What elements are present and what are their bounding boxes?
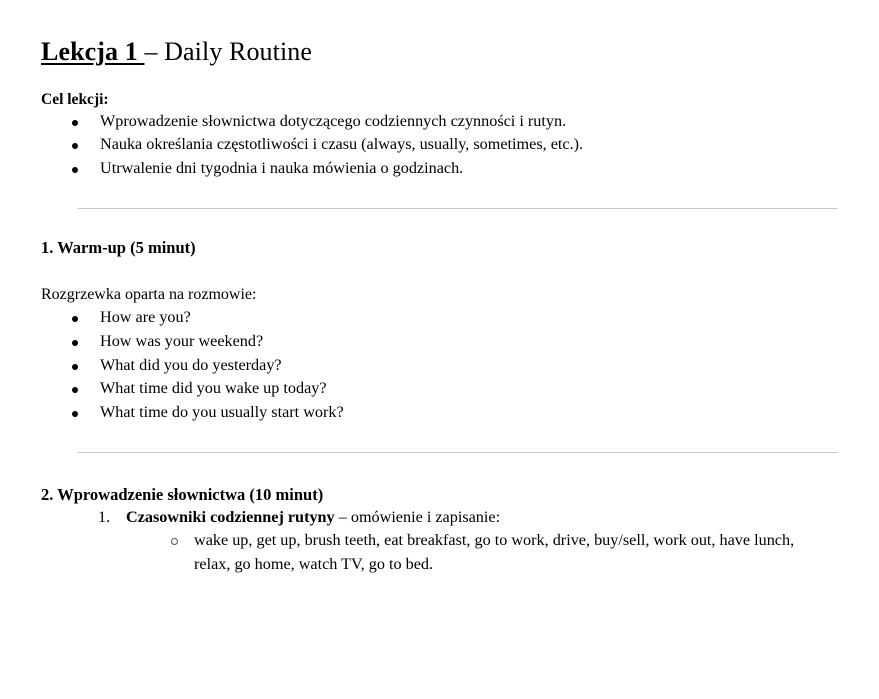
section-2-heading: 2. Wprowadzenie słownictwa (10 minut) xyxy=(41,485,324,505)
list-item: Nauka określania częstotliwości i czasu (always, usually, sometimes, etc.). xyxy=(41,133,838,157)
vocabulary-words-list xyxy=(41,529,838,576)
list-item xyxy=(41,505,838,529)
list-item: What did you do yesterday? xyxy=(41,354,838,378)
goals-list xyxy=(41,110,838,181)
list-item: How are you? xyxy=(41,306,838,330)
list-item-title: Czasowniki codziennej rutyny xyxy=(126,508,335,527)
section-1-heading: 1. Warm-up (5 minut) xyxy=(41,238,196,258)
list-item: Wprowadzenie słownictwa dotyczącego codziennych czynności i rutyn. xyxy=(41,110,838,134)
divider-spacer-1 xyxy=(41,181,838,209)
warmup-questions-list xyxy=(41,306,838,425)
title-topic-label: – Daily Routine xyxy=(144,37,313,66)
divider-spacer-2 xyxy=(41,425,838,453)
section1-block xyxy=(41,209,838,258)
list-item: What time did you wake up today? xyxy=(41,377,838,401)
vocabulary-numbered-list xyxy=(41,505,838,529)
section2-block xyxy=(41,453,838,505)
list-item-description: – omówienie i zapisanie: xyxy=(334,508,501,527)
list-item: wake up, get up, brush teeth, eat breakfast, go to work, drive, buy/sell, work out, have lunch, relax, go home, watch TV, go to bed. xyxy=(41,529,838,576)
list-item: How was your weekend? xyxy=(41,330,838,354)
list-item: What time do you usually start work? xyxy=(41,401,838,425)
list-item: Utrwalenie dni tygodnia i nauka mówienia o godzinach. xyxy=(41,157,838,181)
list-item-marker: 1. xyxy=(98,508,111,527)
title-lesson-label: Lekcja 1 xyxy=(41,37,145,66)
section-1-intro: Rozgrzewka oparta na rozmowie: xyxy=(41,286,257,304)
page-title xyxy=(41,0,838,69)
goals-heading: Cel lekcji: xyxy=(41,90,109,108)
